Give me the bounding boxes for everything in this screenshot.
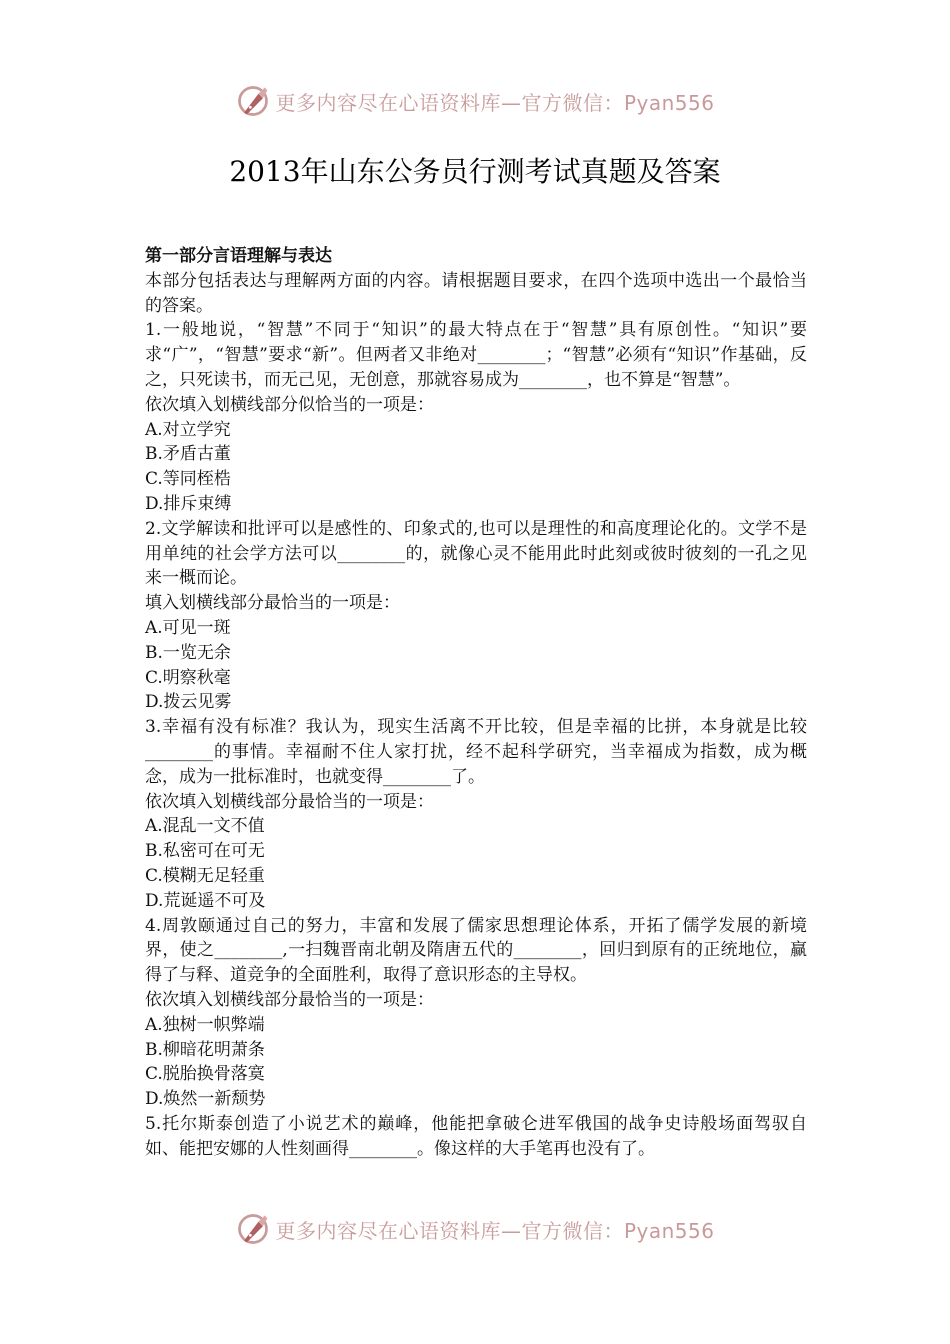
document-title: 2013年山东公务员行测考试真题及答案 (229, 155, 721, 188)
question-prompt: 填入划横线部分最恰当的一项是： (145, 593, 400, 614)
answer-option: D.排斥束缚 (145, 493, 232, 514)
question-list (145, 318, 807, 1161)
question-block (145, 1112, 807, 1162)
question-prompt: 依次填入划横线部分最恰当的一项是： (145, 989, 434, 1010)
answer-option: D.焕然一新颓势 (145, 1089, 266, 1110)
question-stem: 5.托尔斯泰创造了小说艺术的巅峰，他能把拿破仑进军俄国的战争史诗般场面驾驭自如、能把安娜的人性刻画得________。像这样的大手笔再也没有了。 (145, 1113, 807, 1159)
answer-option: C.等同桎梏 (145, 469, 231, 490)
answer-option: B.私密可在可无 (145, 841, 265, 862)
question-stem: 2.文学解读和批评可以是感性的、印象式的,也可以是理性的和高度理论化的。文学不是用单纯的社会学方法可以________的，就像心灵不能用此时此刻或彼时彼刻的一孔之见来一概而论。 (145, 518, 807, 589)
question-stem: 3.幸福有没有标准？我认为，现实生活离不开比较，但是幸福的比拼，本身就是比较________的事情。幸福耐不住人家打扰，经不起科学研究，当幸福成为指数，成为概念，成为一批标准时，也就变得________了。 (145, 717, 807, 787)
document-body (145, 244, 807, 1161)
answer-option: C.模糊无足轻重 (145, 865, 265, 886)
answer-option: A.混乱一文不值 (145, 816, 265, 837)
answer-option: C.明察秋毫 (145, 667, 231, 688)
answer-option: A.可见一斑 (145, 617, 231, 638)
section-intro: 本部分包括表达与理解两方面的内容。请根据题目要求，在四个选项中选出一个最恰当的答案。 (145, 270, 807, 316)
answer-option: A.对立学究 (145, 419, 231, 440)
question-stem: 1.一般地说，“智慧”不同于“知识”的最大特点在于“智慧”具有原创性。“知识”要求“广”，“智慧”要求“新”。但两者又非绝对________；“智慧”必须有“知识”作基础，反之，只死读书，而无己见，无创意，那就容易成为________，也不算是“智慧”。 (145, 320, 807, 390)
watermark-text: 更多内容尽在心语资料库—官方微信：Pyan556 (275, 90, 715, 115)
answer-option: C.脱胎换骨落寞 (145, 1064, 265, 1085)
question-block (145, 318, 807, 516)
question-prompt: 依次填入划横线部分最恰当的一项是： (145, 791, 434, 812)
question-prompt: 依次填入划横线部分似恰当的一项是： (145, 394, 434, 415)
pen-nib-logo-icon (235, 83, 271, 119)
answer-option: A.独树一帜弊端 (145, 1014, 265, 1035)
watermark-text: 更多内容尽在心语资料库—官方微信：Pyan556 (275, 1218, 715, 1243)
footer-watermark (0, 1207, 950, 1251)
section-heading: 第一部分言语理解与表达 (145, 246, 332, 266)
header-watermark (0, 79, 950, 123)
question-stem: 4.周敦颐通过自己的努力，丰富和发展了儒家思想理论体系，开拓了儒学发展的新境界，使之________,一扫魏晋南北朝及隋唐五代的________，回归到原有的正统地位，赢得了与释、道竞争的全面胜利，取得了意识形态的主导权。 (145, 915, 807, 986)
answer-option: B.柳暗花明萧条 (145, 1039, 265, 1060)
question-block (145, 914, 807, 1112)
pen-nib-logo-icon (235, 1211, 271, 1247)
question-block (145, 715, 807, 913)
answer-option: D.荒诞遥不可及 (145, 890, 266, 911)
answer-option: D.拨云见雾 (145, 692, 232, 713)
answer-option: B.一览无余 (145, 642, 231, 663)
answer-option: B.矛盾古董 (145, 444, 231, 465)
question-block (145, 517, 807, 715)
